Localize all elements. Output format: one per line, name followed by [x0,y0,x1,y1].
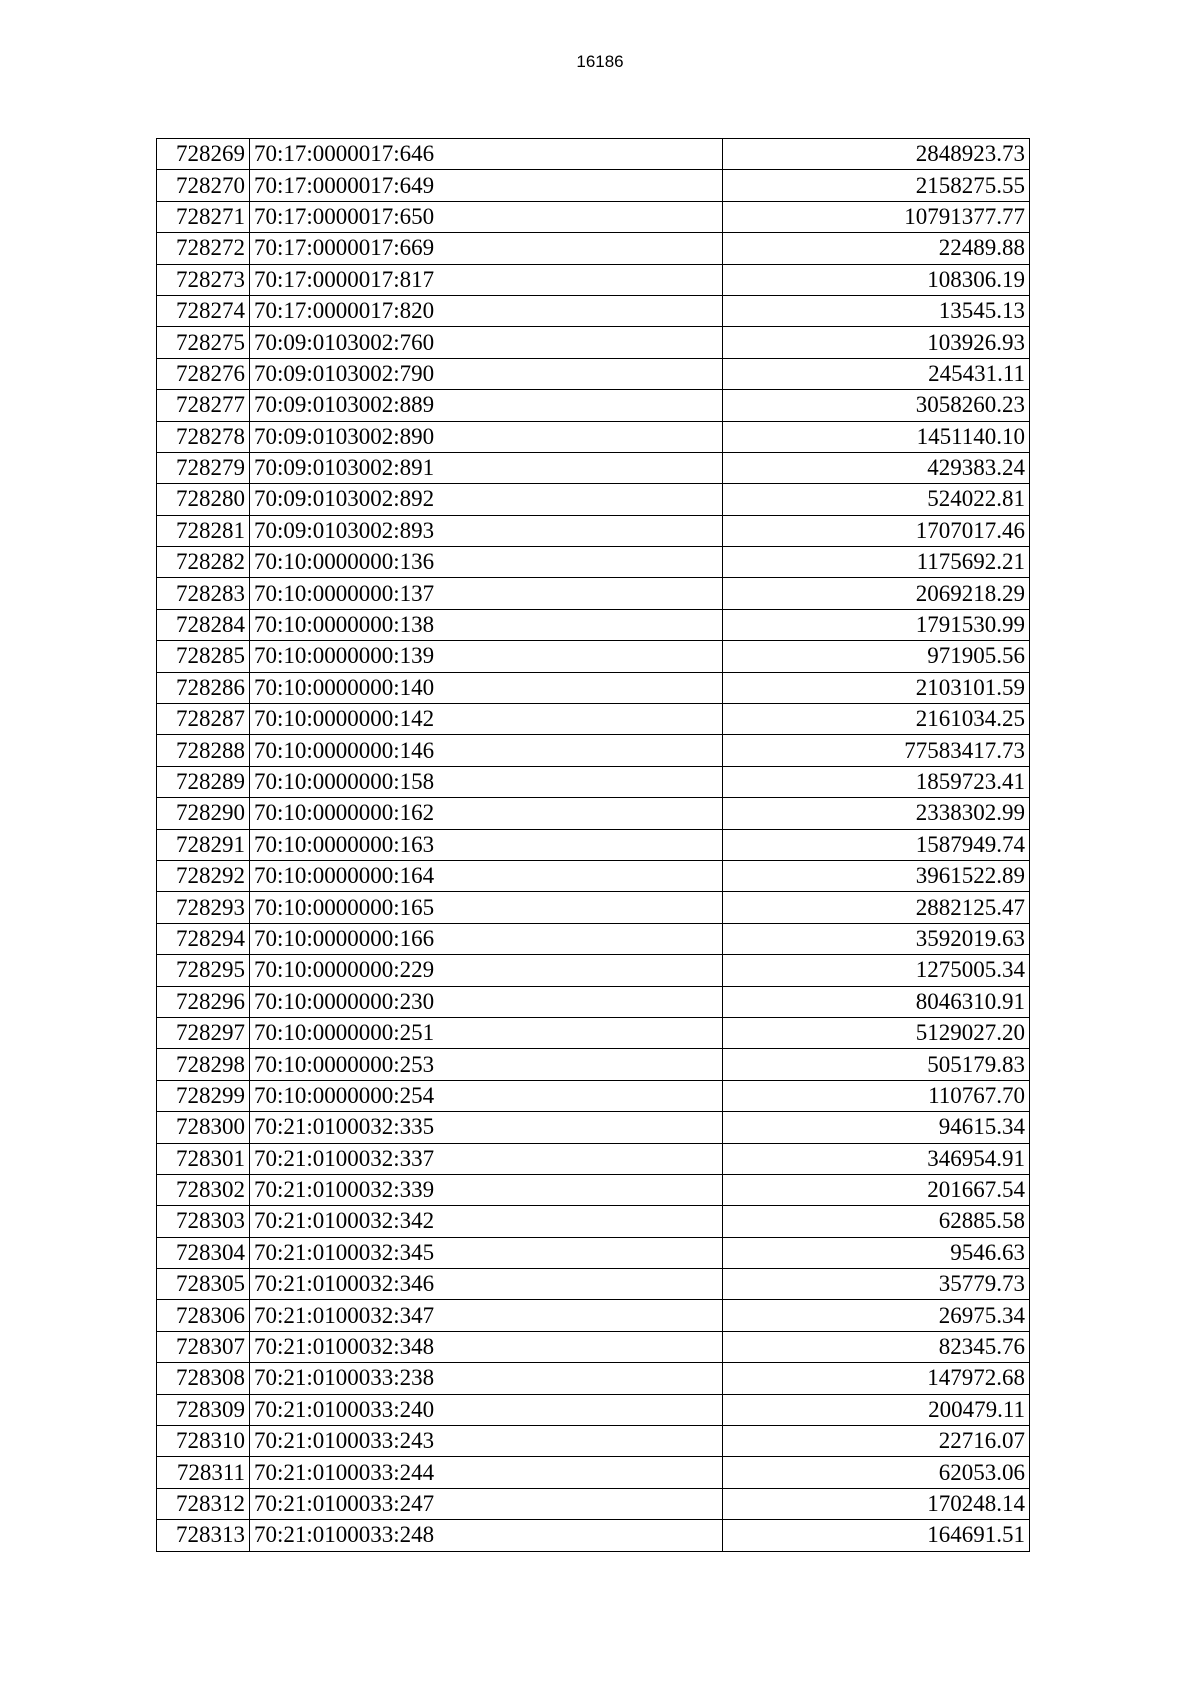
data-table [156,138,1030,1552]
row-number-cell: 728298 [157,1049,250,1080]
row-number-cell: 728282 [157,547,250,578]
row-number-cell: 728294 [157,923,250,954]
row-number-cell: 728271 [157,201,250,232]
cadastral-number-cell: 70:09:0103002:892 [250,484,723,515]
table-row [157,1488,1030,1519]
value-cell: 971905.56 [723,641,1030,672]
table-body [157,139,1030,1552]
value-cell: 10791377.77 [723,201,1030,232]
table-row [157,955,1030,986]
cadastral-number-cell: 70:21:0100032:346 [250,1269,723,1300]
value-cell: 62885.58 [723,1206,1030,1237]
table-row [157,1269,1030,1300]
cadastral-number-cell: 70:17:0000017:646 [250,139,723,170]
row-number-cell: 728275 [157,327,250,358]
row-number-cell: 728278 [157,421,250,452]
cadastral-number-cell: 70:21:0100033:247 [250,1488,723,1519]
cadastral-number-cell: 70:09:0103002:890 [250,421,723,452]
value-cell: 2069218.29 [723,578,1030,609]
row-number-cell: 728299 [157,1080,250,1111]
table-row [157,1174,1030,1205]
cadastral-number-cell: 70:21:0100032:342 [250,1206,723,1237]
row-number-cell: 728306 [157,1300,250,1331]
cadastral-number-cell: 70:21:0100032:348 [250,1331,723,1362]
value-cell: 524022.81 [723,484,1030,515]
table-row [157,1520,1030,1551]
table-row [157,421,1030,452]
row-number-cell: 728272 [157,233,250,264]
cadastral-number-cell: 70:10:0000000:140 [250,672,723,703]
value-cell: 110767.70 [723,1080,1030,1111]
row-number-cell: 728300 [157,1112,250,1143]
row-number-cell: 728296 [157,986,250,1017]
row-number-cell: 728291 [157,829,250,860]
row-number-cell: 728295 [157,955,250,986]
row-number-cell: 728273 [157,264,250,295]
value-cell: 22716.07 [723,1426,1030,1457]
row-number-cell: 728302 [157,1174,250,1205]
value-cell: 1791530.99 [723,609,1030,640]
cadastral-number-cell: 70:10:0000000:136 [250,547,723,578]
row-number-cell: 728284 [157,609,250,640]
value-cell: 1451140.10 [723,421,1030,452]
value-cell: 108306.19 [723,264,1030,295]
table-row [157,1300,1030,1331]
cadastral-number-cell: 70:21:0100032:345 [250,1237,723,1268]
table-row [157,860,1030,891]
table-row [157,672,1030,703]
value-cell: 8046310.91 [723,986,1030,1017]
cadastral-number-cell: 70:10:0000000:142 [250,704,723,735]
cadastral-number-cell: 70:21:0100032:335 [250,1112,723,1143]
table-row [157,1112,1030,1143]
cadastral-number-cell: 70:10:0000000:230 [250,986,723,1017]
table-row [157,923,1030,954]
row-number-cell: 728309 [157,1394,250,1425]
cadastral-number-cell: 70:10:0000000:138 [250,609,723,640]
value-cell: 3058260.23 [723,390,1030,421]
cadastral-number-cell: 70:10:0000000:166 [250,923,723,954]
cadastral-number-cell: 70:10:0000000:146 [250,735,723,766]
row-number-cell: 728283 [157,578,250,609]
table-row [157,515,1030,546]
value-cell: 1275005.34 [723,955,1030,986]
table-row [157,358,1030,389]
table-row [157,1394,1030,1425]
row-number-cell: 728281 [157,515,250,546]
row-number-cell: 728285 [157,641,250,672]
row-number-cell: 728307 [157,1331,250,1362]
value-cell: 3592019.63 [723,923,1030,954]
table-row [157,986,1030,1017]
row-number-cell: 728305 [157,1269,250,1300]
table-row [157,390,1030,421]
cadastral-number-cell: 70:21:0100033:243 [250,1426,723,1457]
row-number-cell: 728311 [157,1457,250,1488]
row-number-cell: 728269 [157,139,250,170]
table-row [157,1426,1030,1457]
table-row [157,735,1030,766]
row-number-cell: 728301 [157,1143,250,1174]
cadastral-number-cell: 70:17:0000017:649 [250,170,723,201]
cadastral-number-cell: 70:10:0000000:165 [250,892,723,923]
table-row [157,1049,1030,1080]
table-row [157,798,1030,829]
cadastral-number-cell: 70:21:0100033:248 [250,1520,723,1551]
row-number-cell: 728313 [157,1520,250,1551]
value-cell: 82345.76 [723,1331,1030,1362]
cadastral-number-cell: 70:17:0000017:669 [250,233,723,264]
value-cell: 9546.63 [723,1237,1030,1268]
table-row [157,1331,1030,1362]
table-row [157,547,1030,578]
cadastral-number-cell: 70:09:0103002:893 [250,515,723,546]
cadastral-number-cell: 70:10:0000000:162 [250,798,723,829]
row-number-cell: 728303 [157,1206,250,1237]
row-number-cell: 728289 [157,766,250,797]
table-row [157,201,1030,232]
value-cell: 147972.68 [723,1363,1030,1394]
row-number-cell: 728279 [157,452,250,483]
cadastral-number-cell: 70:10:0000000:253 [250,1049,723,1080]
table-row [157,1017,1030,1048]
cadastral-number-cell: 70:09:0103002:760 [250,327,723,358]
table-row [157,1363,1030,1394]
row-number-cell: 728286 [157,672,250,703]
table-row [157,264,1030,295]
table-row [157,609,1030,640]
table-row [157,704,1030,735]
cadastral-number-cell: 70:21:0100033:244 [250,1457,723,1488]
row-number-cell: 728292 [157,860,250,891]
table-row [157,1237,1030,1268]
row-number-cell: 728274 [157,295,250,326]
row-number-cell: 728280 [157,484,250,515]
value-cell: 2338302.99 [723,798,1030,829]
value-cell: 2161034.25 [723,704,1030,735]
value-cell: 1707017.46 [723,515,1030,546]
row-number-cell: 728308 [157,1363,250,1394]
cadastral-number-cell: 70:10:0000000:164 [250,860,723,891]
table-row [157,1080,1030,1111]
row-number-cell: 728290 [157,798,250,829]
value-cell: 94615.34 [723,1112,1030,1143]
table-row [157,1206,1030,1237]
cadastral-number-cell: 70:09:0103002:790 [250,358,723,389]
table-row [157,295,1030,326]
value-cell: 2103101.59 [723,672,1030,703]
value-cell: 201667.54 [723,1174,1030,1205]
value-cell: 429383.24 [723,452,1030,483]
value-cell: 164691.51 [723,1520,1030,1551]
value-cell: 77583417.73 [723,735,1030,766]
value-cell: 2848923.73 [723,139,1030,170]
table-row [157,641,1030,672]
value-cell: 35779.73 [723,1269,1030,1300]
value-cell: 346954.91 [723,1143,1030,1174]
value-cell: 22489.88 [723,233,1030,264]
value-cell: 2882125.47 [723,892,1030,923]
cadastral-number-cell: 70:17:0000017:650 [250,201,723,232]
row-number-cell: 728293 [157,892,250,923]
value-cell: 1175692.21 [723,547,1030,578]
table-row [157,892,1030,923]
cadastral-number-cell: 70:09:0103002:889 [250,390,723,421]
value-cell: 505179.83 [723,1049,1030,1080]
value-cell: 3961522.89 [723,860,1030,891]
table-row [157,829,1030,860]
table-row [157,1457,1030,1488]
value-cell: 1587949.74 [723,829,1030,860]
cadastral-number-cell: 70:10:0000000:137 [250,578,723,609]
page-number: 16186 [576,52,624,71]
row-number-cell: 728276 [157,358,250,389]
cadastral-number-cell: 70:10:0000000:139 [250,641,723,672]
row-number-cell: 728304 [157,1237,250,1268]
row-number-cell: 728312 [157,1488,250,1519]
cadastral-number-cell: 70:10:0000000:229 [250,955,723,986]
value-cell: 200479.11 [723,1394,1030,1425]
cadastral-number-cell: 70:21:0100032:337 [250,1143,723,1174]
value-cell: 13545.13 [723,295,1030,326]
cadastral-number-cell: 70:17:0000017:817 [250,264,723,295]
cadastral-number-cell: 70:10:0000000:163 [250,829,723,860]
row-number-cell: 728270 [157,170,250,201]
table-row [157,578,1030,609]
table-row [157,233,1030,264]
cadastral-number-cell: 70:10:0000000:251 [250,1017,723,1048]
table-row [157,1143,1030,1174]
table-row [157,139,1030,170]
cadastral-number-cell: 70:21:0100033:240 [250,1394,723,1425]
value-cell: 2158275.55 [723,170,1030,201]
table-row [157,170,1030,201]
cadastral-number-cell: 70:10:0000000:158 [250,766,723,797]
row-number-cell: 728287 [157,704,250,735]
table-row [157,484,1030,515]
table-row [157,327,1030,358]
value-cell: 62053.06 [723,1457,1030,1488]
row-number-cell: 728297 [157,1017,250,1048]
value-cell: 103926.93 [723,327,1030,358]
row-number-cell: 728310 [157,1426,250,1457]
cadastral-number-cell: 70:21:0100032:339 [250,1174,723,1205]
cadastral-number-cell: 70:10:0000000:254 [250,1080,723,1111]
value-cell: 5129027.20 [723,1017,1030,1048]
value-cell: 170248.14 [723,1488,1030,1519]
table-row [157,452,1030,483]
cadastral-number-cell: 70:21:0100032:347 [250,1300,723,1331]
value-cell: 1859723.41 [723,766,1030,797]
row-number-cell: 728288 [157,735,250,766]
cadastral-number-cell: 70:21:0100033:238 [250,1363,723,1394]
value-cell: 245431.11 [723,358,1030,389]
value-cell: 26975.34 [723,1300,1030,1331]
row-number-cell: 728277 [157,390,250,421]
cadastral-number-cell: 70:17:0000017:820 [250,295,723,326]
cadastral-number-cell: 70:09:0103002:891 [250,452,723,483]
table-row [157,766,1030,797]
